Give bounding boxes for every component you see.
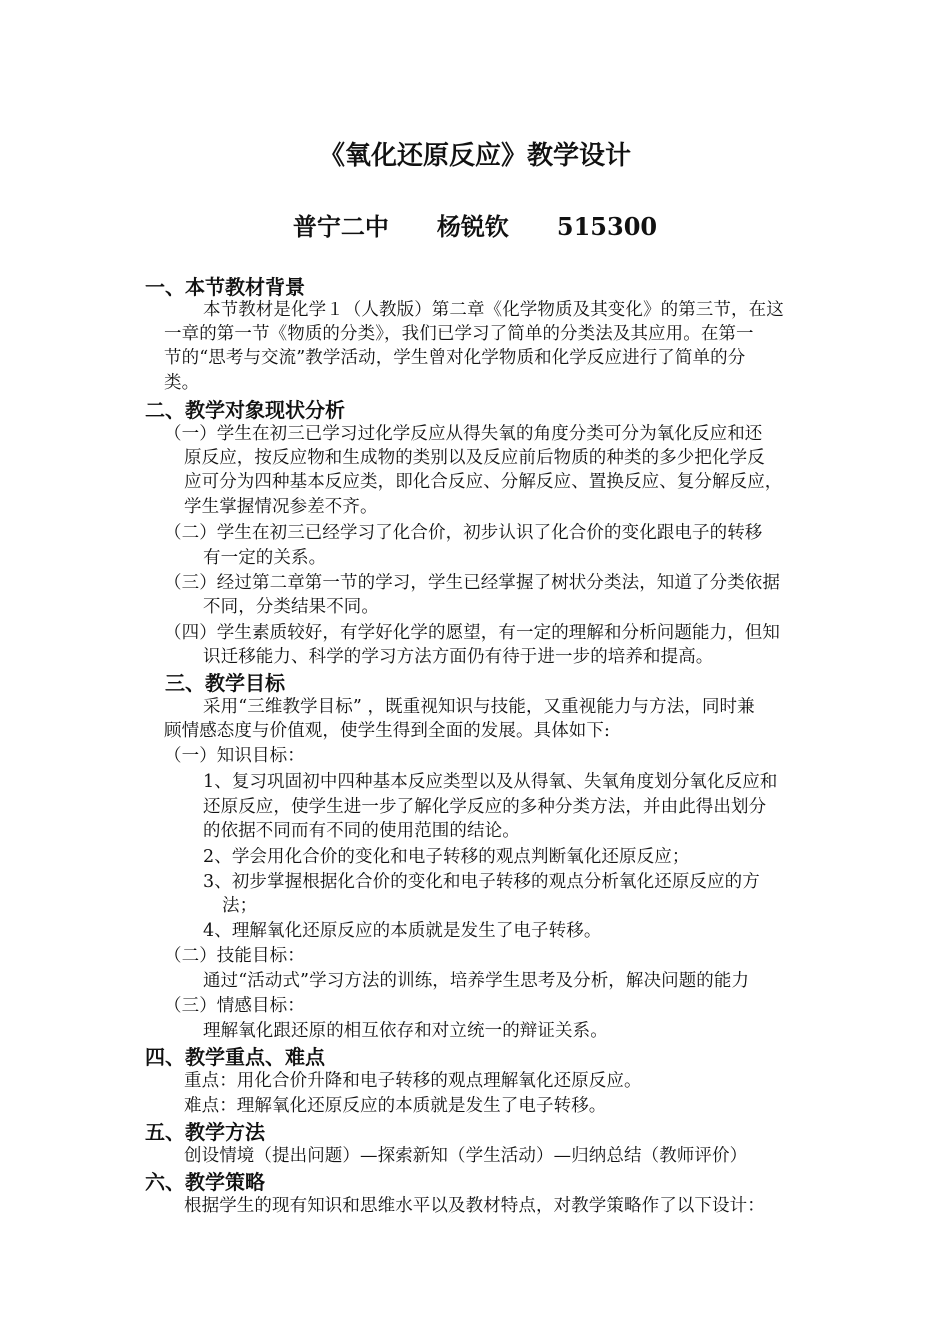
author-line xyxy=(0,207,950,242)
paragraph-line: 顾情感态度与价值观，使学生得到全面的发展。具体如下: xyxy=(164,721,610,741)
list-item-line: 还原反应，使学生进一步了解化学反应的多种分类方法，并由此得出划分 xyxy=(203,797,767,817)
subheading: （一）知识目标： xyxy=(164,746,305,766)
subheading: （三）情感目标： xyxy=(164,996,305,1016)
list-item-line: 1、复习巩固初中四种基本反应类型以及从得氧、失氧角度划分氧化反应和 xyxy=(203,772,778,792)
document-title: 《氧化还原反应》教学设计 xyxy=(318,141,631,171)
list-item-line: （一）学生在初三已学习过化学反应从得失氧的角度分类可分为氧化反应和还 xyxy=(164,424,763,444)
list-item-line: 应可分为四种基本反应类，即化合反应、分解反应、置换反应、复分解反应， xyxy=(184,472,783,492)
paragraph-line: 类。 xyxy=(164,373,200,393)
list-item-line: 有一定的关系。 xyxy=(203,548,327,568)
author-postcode: 515300 xyxy=(556,212,658,241)
list-item-line: 原反应，按反应物和生成物的类别以及反应前后物质的种类的多少把化学反 xyxy=(184,448,765,468)
paragraph-line: 创设情境（提出问题）—探索新知（学生活动）—归纳总结（教师评价） xyxy=(184,1146,748,1166)
section-3-heading: 三、教学目标 xyxy=(165,671,285,695)
paragraph-line: 重点：用化合价升降和电子转移的观点理解氧化还原反应。 xyxy=(184,1071,642,1091)
paragraph-line: 根据学生的现有知识和思维水平以及教材特点，对教学策略作了以下设计： xyxy=(184,1196,765,1216)
subheading: （二）技能目标： xyxy=(164,946,305,966)
author-name: 杨锐钦 xyxy=(436,212,509,241)
section-5-heading: 五、教学方法 xyxy=(145,1120,265,1144)
list-item-line: 4、理解氧化还原反应的本质就是发生了电子转移。 xyxy=(203,921,602,941)
paragraph-line: 本节教材是化学１（人教版）第二章《化学物质及其变化》的第三节，在这 xyxy=(203,300,784,320)
paragraph-line: 难点：理解氧化还原反应的本质就是发生了电子转移。 xyxy=(184,1096,607,1116)
list-item-line: 的依据不同而有不同的使用范围的结论。 xyxy=(203,821,520,841)
paragraph-line: 采用“三维教学目标” ，既重视知识与技能，又重视能力与方法，同时兼 xyxy=(203,697,755,717)
list-item-line: （二）学生在初三已经学习了化合价，初步认识了化合价的变化跟电子的转移 xyxy=(164,523,763,543)
list-item-line: （四）学生素质较好，有学好化学的愿望，有一定的理解和分析问题能力，但知 xyxy=(164,623,780,643)
paragraph-line: 一章的第一节《物质的分类》，我们已学习了简单的分类法及其应用。在第一 xyxy=(164,324,754,344)
section-6-heading: 六、教学策略 xyxy=(145,1170,265,1194)
list-item-line: （三）经过第二章第一节的学习，学生已经掌握了树状分类法，知道了分类依据 xyxy=(164,573,780,593)
list-item-line: 学生掌握情况参差不齐。 xyxy=(184,497,378,517)
paragraph-line: 通过“活动式”学习方法的训练，培养学生思考及分析，解决问题的能力 xyxy=(203,971,750,991)
list-item-line: 识迁移能力、科学的学习方法方面仍有待于进一步的培养和提高。 xyxy=(203,647,714,667)
author-school: 普宁二中 xyxy=(292,212,389,241)
list-item-line: 3、初步掌握根据化合价的变化和电子转移的观点分析氧化还原反应的方 xyxy=(203,872,760,892)
paragraph-line: 节的“思考与交流”教学活动，学生曾对化学物质和化学反应进行了简单的分 xyxy=(164,348,746,368)
paragraph-line: 理解氧化跟还原的相互依存和对立统一的辩证关系。 xyxy=(203,1021,608,1041)
list-item-line: 2、学会用化合价的变化和电子转移的观点判断氧化还原反应； xyxy=(203,847,690,867)
section-1-heading: 一、本节教材背景 xyxy=(145,275,305,299)
section-2-heading: 二、教学对象现状分析 xyxy=(145,398,345,422)
section-4-heading: 四、教学重点、难点 xyxy=(145,1045,325,1069)
list-item-line: 法； xyxy=(222,896,258,916)
list-item-line: 不同，分类结果不同。 xyxy=(203,597,379,617)
